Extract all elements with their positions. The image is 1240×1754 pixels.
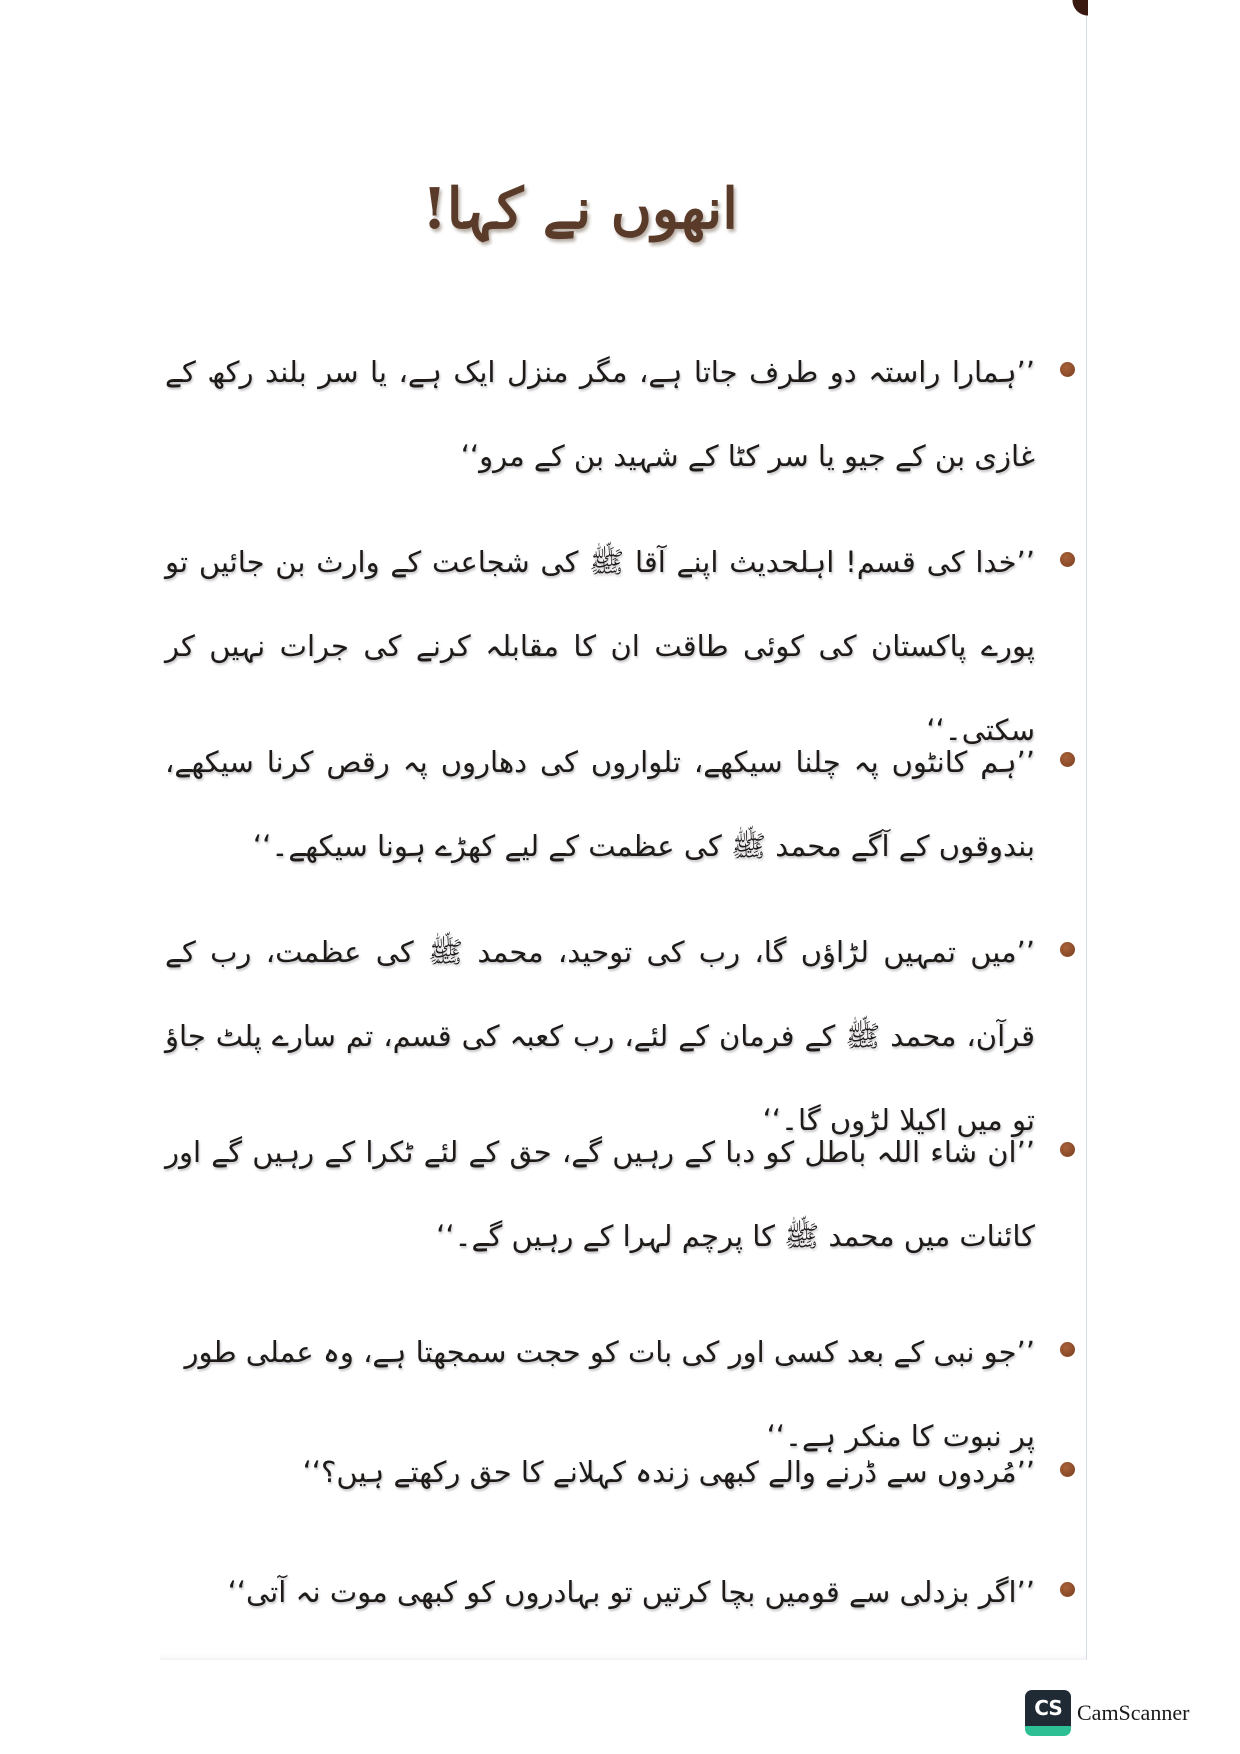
camscanner-watermark <box>1025 1690 1189 1736</box>
quote-text: ’’میں تمہیں لڑاؤں گا، رب کی توحید، محمد ﷺ کی عظمت، رب کے قرآن، محمد ﷺ کے فرمان کے لئے، رب کعبہ کی قسم، تم سارے پلٹ جاؤ تو میں اکیلا لڑوں گا۔‘‘ <box>165 935 1035 1137</box>
scan-corner-mark <box>1070 0 1088 18</box>
bullet-icon <box>1060 362 1075 377</box>
bullet-icon <box>1060 1582 1075 1597</box>
quote-item <box>165 520 1075 747</box>
quote-item <box>165 1310 1075 1453</box>
quote-list <box>165 330 1075 1660</box>
quote-text: ’’مُردوں سے ڈرنے والے کبھی زندہ کہلانے کا حق رکھتے ہیں؟‘‘ <box>302 1455 1035 1489</box>
quote-text: ’’خدا کی قسم! اہلحدیث اپنے آقا ﷺ کی شجاعت کے وارث بن جائیں تو پورے پاکستان کی کوئی طاقت ان کا مقابلہ کرنے کی جرات نہیں کر سکتی۔‘‘ <box>165 545 1035 747</box>
page-title: انھوں نے کہا! <box>422 175 738 242</box>
quote-text: ’’ان شاء اللہ باطل کو دبا کے رہیں گے، حق کے لئے ٹکرا کے رہیں گے اور کائنات میں محمد ﷺ کا پرچم لہرا کے رہیں گے۔‘‘ <box>165 1135 1035 1253</box>
quote-item <box>165 1430 1075 1540</box>
quote-item <box>165 910 1075 1137</box>
quote-item <box>165 720 1075 900</box>
quote-text: ’’اگر بزدلی سے قومیں بچا کرتیں تو بہادروں کو کبھی موت نہ آتی‘‘ <box>227 1575 1035 1609</box>
quote-item <box>165 330 1075 490</box>
bullet-icon <box>1060 752 1075 767</box>
camscanner-logo-icon: CS <box>1025 1690 1071 1736</box>
quote-text: ’’ہم کانٹوں پہ چلنا سیکھے، تلواروں کی دھاروں پہ رقص کرنا سیکھے، بندوقوں کے آگے محمد ﷺ کی عظمت کے لیے کھڑے ہونا سیکھے۔‘‘ <box>165 745 1035 863</box>
bullet-icon <box>1060 1142 1075 1157</box>
bullet-icon <box>1060 552 1075 567</box>
bullet-icon <box>1060 1462 1075 1477</box>
quote-text: ’’ہمارا راستہ دو طرف جاتا ہے، مگر منزل ایک ہے، یا سر بلند رکھ کے غازی بن کے جیو یا سر کٹا کے شہید بن کے مرو‘‘ <box>165 355 1035 473</box>
camscanner-label: CamScanner <box>1077 1700 1190 1725</box>
bullet-icon <box>1060 942 1075 957</box>
bullet-icon <box>1060 1342 1075 1357</box>
quote-item <box>165 1550 1075 1660</box>
quote-item <box>165 1110 1075 1300</box>
quote-text: ’’جو نبی کے بعد کسی اور کی بات کو حجت سمجھتا ہے، وہ عملی طور پر نبوت کا منکر ہے۔‘‘ <box>184 1335 1035 1453</box>
